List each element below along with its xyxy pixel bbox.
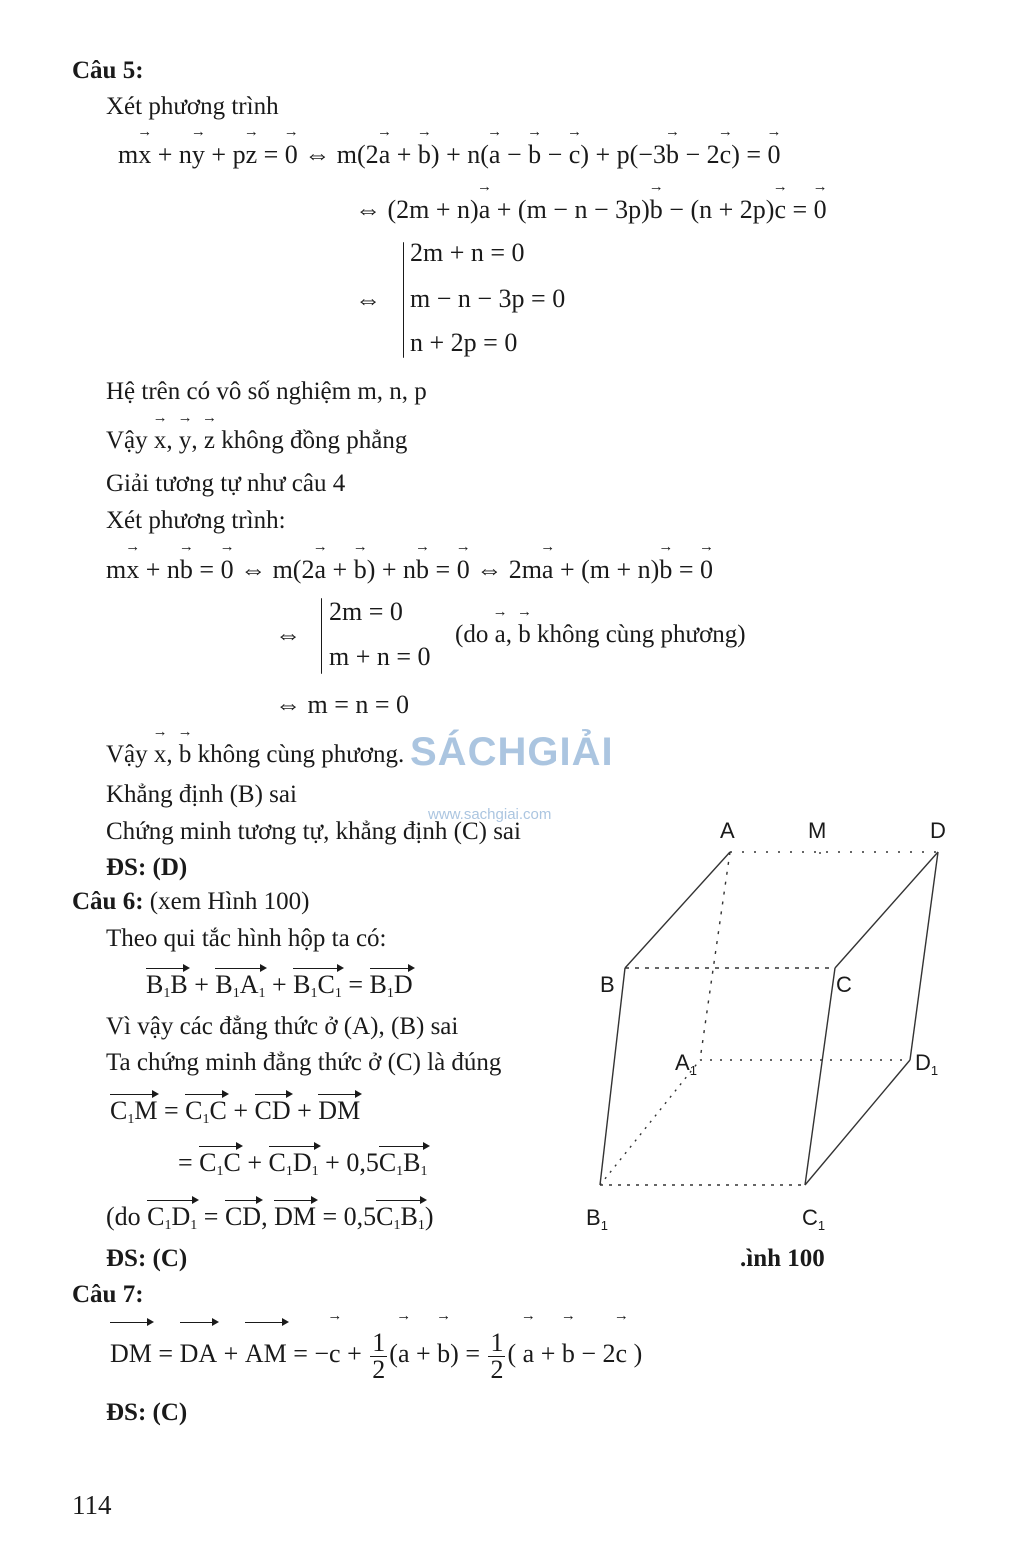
text-he-tren: Hệ trên có vô số nghiệm m, n, p bbox=[106, 378, 427, 405]
khong-dong-phang: không đồng phẳng bbox=[221, 427, 408, 454]
equiv-symbol-sys2: ⇔ bbox=[275, 620, 301, 649]
label-B: B bbox=[600, 972, 615, 997]
heading-cau-5: Câu 5: bbox=[72, 57, 144, 84]
khong-cung-phuong: không cùng phương) bbox=[536, 621, 746, 648]
equation-c1m-2: = $C_1C + C_1D_1 + 0,5C_1B_1$ bbox=[178, 1146, 428, 1187]
label-C: C bbox=[836, 972, 852, 997]
edge-D-D1 bbox=[910, 852, 938, 1060]
vay-word: Vậy bbox=[106, 427, 148, 454]
text-khang-dinh-b: Khẳng định (B) sai bbox=[106, 781, 297, 808]
equation-dm: DM = DA + AM = −→ c + $\frac{1}{2}$ (→ a + → b) = $\frac{1}{2}$ ( → a + → b − 2→ c ) bbox=[110, 1322, 642, 1384]
heading-cau-7: Câu 7: bbox=[72, 1281, 144, 1308]
heading-cau-6-line bbox=[72, 887, 310, 917]
edge-B-B1 bbox=[600, 968, 625, 1185]
label-A1: $A_1$ bbox=[675, 1050, 697, 1078]
edge-C1-D1 bbox=[805, 1060, 910, 1185]
equation-line-1: m→ x + n→ y + p→ z = → 0 ⇔ m(2→ a + → b) + n(→ a − → b − → c) + p(−3→ b − 2→ c) = → 0 bbox=[118, 140, 781, 170]
do-word: (do bbox=[455, 621, 489, 648]
equiv-symbol-sys1: ⇔ bbox=[355, 285, 381, 314]
cau6-ref: (xem Hình 100) bbox=[149, 888, 310, 915]
equation-line-2: ⇔ (2m + n)→ a + (m − n − 3p)→ b − (n + 2p)→ c = → 0 bbox=[355, 195, 827, 225]
sys1-eq2: m − n − 3p = 0 bbox=[410, 284, 566, 313]
text-do-ab: (do → a, → b không cùng phương) bbox=[455, 620, 746, 650]
heading-cau-6: Câu 6: bbox=[72, 888, 144, 915]
label-D: D bbox=[930, 818, 946, 843]
answer-ds-c-1: ĐS: (C) bbox=[106, 1245, 188, 1272]
text-vi-vay: Vì vậy các đẳng thức ở (A), (B) sai bbox=[106, 1013, 459, 1040]
sys2-eq2: m + n = 0 bbox=[329, 642, 431, 671]
sys1-eq1: 2m + n = 0 bbox=[410, 238, 525, 267]
equation-c1m-1: $C_1M = C_1C$ + CD + DM bbox=[110, 1094, 360, 1135]
watermark-logo bbox=[410, 730, 614, 823]
edge-C-C1 bbox=[805, 968, 835, 1185]
edge-C-D bbox=[835, 852, 938, 968]
text-xet-phuong-trinh: Xét phương trình bbox=[106, 93, 279, 120]
watermark-brand: SÁCHGIẢI bbox=[410, 730, 614, 774]
text-vay-xb: Vậy → x, → b không cùng phương. bbox=[106, 740, 404, 770]
sys2-eq1: 2m = 0 bbox=[329, 597, 403, 626]
equation-mn-zero: ⇔ m = n = 0 bbox=[275, 690, 410, 719]
watermark-url: www.sachgiai.com bbox=[428, 806, 552, 823]
answer-ds-d: ĐS: (D) bbox=[106, 854, 188, 881]
answer-ds-c-2: ĐS: (C) bbox=[106, 1399, 188, 1426]
label-D1: $D_1$ bbox=[915, 1050, 939, 1078]
label-C1: $C_1$ bbox=[802, 1205, 826, 1233]
figure-hinh-100 bbox=[570, 810, 970, 1240]
label-A: A bbox=[720, 818, 735, 843]
mn-zero-text: m = n = 0 bbox=[307, 690, 410, 719]
equation-do-c1d1: (do $C_1D_1$ = CD, DM = $0,5C_1B_1$) bbox=[106, 1200, 434, 1241]
edge-A-A1 bbox=[700, 852, 730, 1060]
edge-B-A bbox=[625, 852, 730, 968]
edge-B1-A1 bbox=[600, 1060, 700, 1185]
text-theo-qui-tac: Theo qui tắc hình hộp ta có: bbox=[106, 925, 387, 952]
text-giai-tuong-tu: Giải tương tự như câu 4 bbox=[106, 470, 346, 497]
text-chung-minh: Chứng minh tương tự, khẳng định (C) sai bbox=[106, 818, 521, 845]
label-M: M bbox=[808, 818, 827, 843]
sys1-eq3: n + 2p = 0 bbox=[410, 328, 518, 357]
text-vay-xyz: Vậy → x, → y, → z không đồng phẳng bbox=[106, 426, 407, 456]
equation-hinh-hop: $B_1B + B_1A_1 + B_1C_1 = B_1D$ bbox=[146, 968, 413, 1009]
brace-sys1 bbox=[403, 242, 404, 358]
text-xet-phuong-trinh-2: Xét phương trình: bbox=[106, 507, 286, 534]
text-ta-chung-minh: Ta chứng minh đẳng thức ở (C) là đúng bbox=[106, 1049, 502, 1076]
figure-caption: .ình 100 bbox=[740, 1245, 825, 1272]
brace-sys2 bbox=[321, 598, 322, 674]
label-B1: $B_1$ bbox=[586, 1205, 608, 1233]
khong-cung-phuong-2: không cùng phương. bbox=[197, 741, 405, 768]
page-number: 114 bbox=[72, 1490, 112, 1520]
equation-line-3: m→ x + n→ b = → 0 ⇔ m(2→ a + → b) + n→ b = → 0 ⇔ 2m→ a + (m + n)→ b = → 0 bbox=[106, 555, 713, 585]
vay-word-2: Vậy bbox=[106, 741, 148, 768]
